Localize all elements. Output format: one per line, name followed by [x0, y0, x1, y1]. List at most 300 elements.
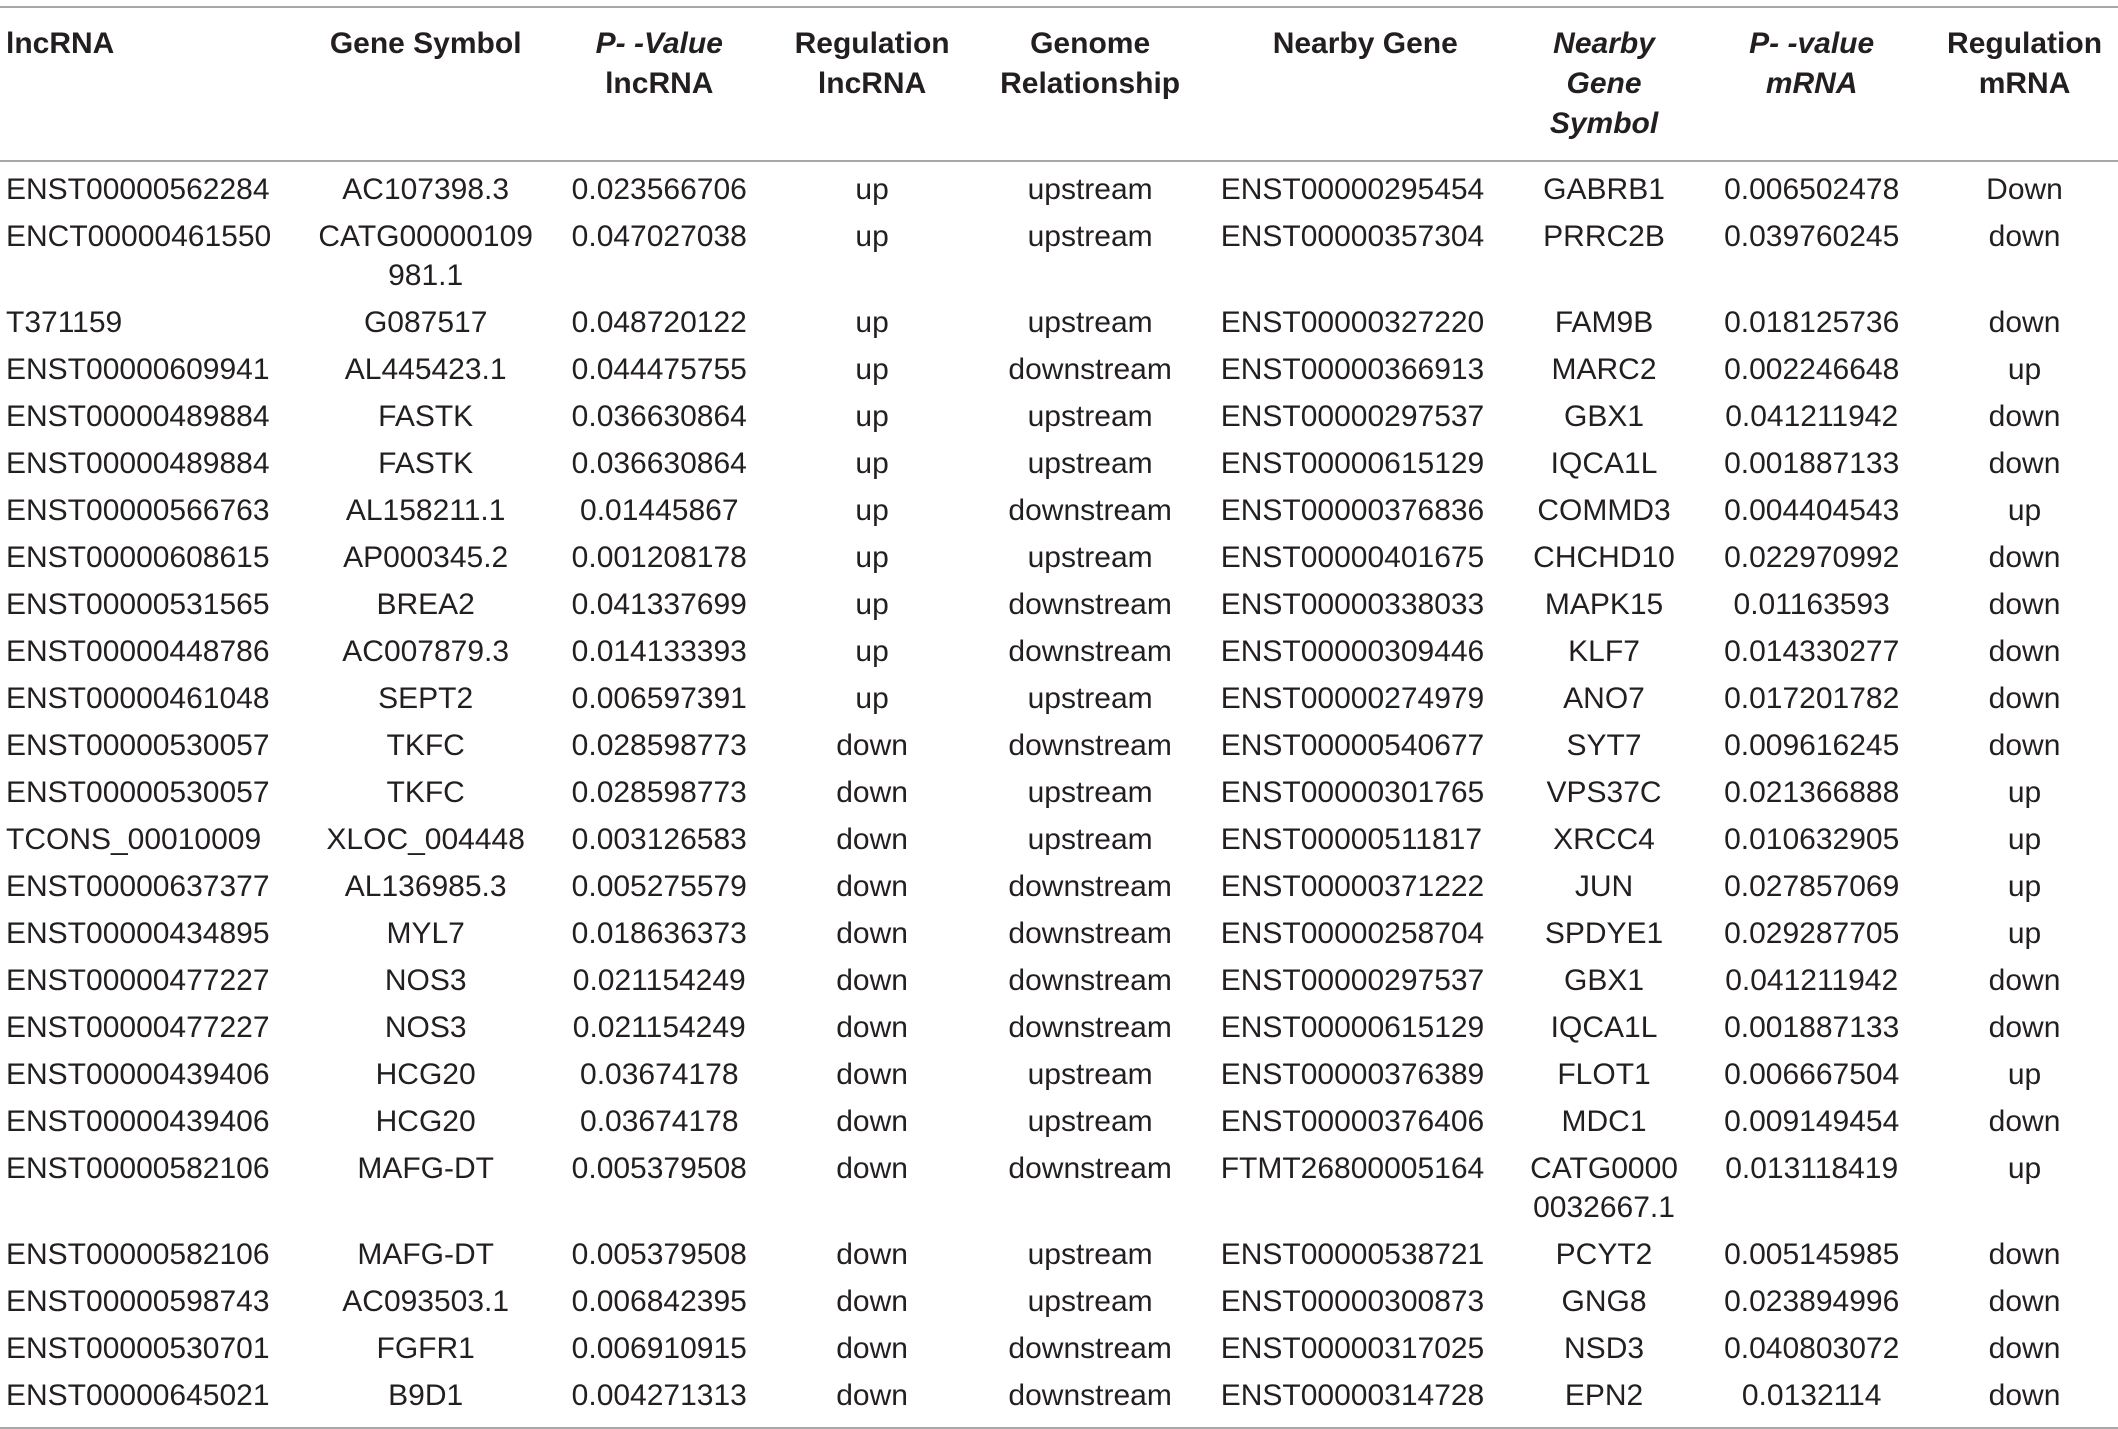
cell-pvalue-lncrna: 0.021154249 [572, 964, 746, 997]
cell-genome-relationship: upstream [1027, 173, 1153, 206]
cell-nearby-gene-symbol [1516, 1321, 1693, 1368]
cell-pvalue-mrna: 0.013118419 [1725, 1152, 1899, 1185]
cell-lncrna: ENST00000477227 [6, 1011, 270, 1044]
cell-nearby-gene-symbol [1516, 342, 1693, 389]
cell-regulation-mrna: down [1988, 400, 2061, 433]
cell-lncrna: ENST00000461048 [6, 682, 270, 715]
cell-nearby-gene: ENST00000376406 [1220, 1105, 1485, 1138]
cell-nearby-gene: ENST00000295454 [1220, 173, 1485, 206]
cell-gene-symbol [311, 483, 539, 530]
header-regulation-mrna-line2: mRNA [1978, 67, 2071, 100]
header-regulation-lncrna-line1: Regulation [794, 27, 950, 60]
cell-regulation-lncrna: up [855, 447, 889, 480]
header-pvalue-mrna-line1: P- -value [1749, 27, 1875, 60]
cell-regulation-mrna: down [1988, 635, 2061, 668]
cell-nearby-gene: ENST00000401675 [1220, 541, 1485, 574]
cell-genome-relationship: upstream [1027, 823, 1153, 856]
cell-nearby-gene-symbol-line: 0032667.1 [1533, 1191, 1675, 1224]
cell-nearby-gene-symbol [1516, 624, 1693, 671]
cell-genome-relationship: downstream [1008, 1379, 1172, 1412]
cell-genome-relationship: downstream [1008, 494, 1172, 527]
table-row [0, 1274, 2118, 1321]
table-row [0, 530, 2118, 577]
cell-regulation-mrna: down [1988, 447, 2061, 480]
cell-nearby-gene-symbol-line: PRRC2B [1543, 220, 1665, 253]
cell-gene-symbol [311, 812, 539, 859]
cell-regulation-lncrna: up [855, 588, 889, 621]
cell-lncrna: ENST00000531565 [6, 588, 270, 621]
cell-pvalue-mrna: 0.0132114 [1741, 1379, 1882, 1412]
cell-gene-symbol-line: AC107398.3 [342, 173, 510, 206]
cell-genome-relationship: downstream [1008, 1152, 1172, 1185]
cell-pvalue-mrna: 0.040803072 [1724, 1332, 1900, 1365]
cell-pvalue-mrna: 0.01163593 [1733, 588, 1890, 621]
table-row [0, 624, 2118, 671]
cell-nearby-gene: ENST00000327220 [1220, 306, 1485, 339]
cell-pvalue-mrna: 0.009149454 [1724, 1105, 1900, 1138]
cell-pvalue-mrna: 0.005145985 [1724, 1238, 1900, 1271]
cell-genome-relationship: upstream [1027, 1058, 1153, 1091]
cell-pvalue-mrna: 0.014330277 [1724, 635, 1900, 668]
cell-regulation-lncrna: down [836, 823, 908, 856]
cell-nearby-gene-symbol-line: EPN2 [1564, 1379, 1644, 1412]
cell-nearby-gene-symbol [1516, 161, 1693, 209]
cell-nearby-gene: ENST00000309446 [1220, 635, 1485, 668]
cell-gene-symbol [311, 765, 539, 812]
cell-lncrna: ENST00000448786 [6, 635, 270, 668]
cell-gene-symbol-line: FASTK [378, 447, 474, 480]
cell-gene-symbol [311, 1274, 539, 1321]
cell-gene-symbol [311, 577, 539, 624]
cell-nearby-gene-symbol-line: MARC2 [1551, 353, 1657, 386]
table-row [0, 1227, 2118, 1274]
cell-pvalue-mrna: 0.039760245 [1724, 220, 1900, 253]
cell-pvalue-mrna: 0.041211942 [1725, 964, 1899, 997]
cell-regulation-lncrna: up [855, 173, 889, 206]
cell-nearby-gene: ENST00000538721 [1220, 1238, 1485, 1271]
cell-pvalue-lncrna: 0.028598773 [571, 776, 747, 809]
cell-nearby-gene: ENST00000511817 [1220, 823, 1483, 856]
cell-gene-symbol [311, 859, 539, 906]
cell-gene-symbol [311, 209, 539, 295]
cell-regulation-lncrna: down [836, 1285, 908, 1318]
cell-nearby-gene: ENST00000366913 [1220, 353, 1485, 386]
cell-nearby-gene-symbol-line: FAM9B [1554, 306, 1654, 339]
cell-nearby-gene-symbol [1516, 1094, 1693, 1141]
cell-regulation-mrna: up [2007, 494, 2042, 527]
cell-nearby-gene: ENST00000297537 [1220, 400, 1485, 433]
cell-regulation-lncrna: down [836, 917, 908, 950]
cell-gene-symbol-line: B9D1 [388, 1379, 464, 1412]
cell-nearby-gene: ENST00000258704 [1220, 917, 1485, 950]
cell-gene-symbol [311, 1000, 539, 1047]
cell-gene-symbol [311, 1321, 539, 1368]
cell-pvalue-lncrna: 0.006910915 [571, 1332, 747, 1365]
cell-nearby-gene-symbol-line: IQCA1L [1550, 447, 1658, 480]
cell-nearby-gene-symbol-line: MDC1 [1561, 1105, 1647, 1138]
cell-nearby-gene-symbol-line: XRCC4 [1553, 823, 1655, 856]
cell-regulation-mrna: down [1988, 220, 2061, 253]
cell-nearby-gene-symbol-line: SYT7 [1566, 729, 1642, 762]
cell-gene-symbol [311, 718, 539, 765]
cell-gene-symbol [311, 953, 539, 1000]
cell-nearby-gene-symbol-line: GABRB1 [1543, 173, 1665, 206]
cell-regulation-mrna: down [1988, 1332, 2061, 1365]
cell-pvalue-lncrna: 0.005379508 [571, 1152, 747, 1185]
cell-regulation-mrna: down [1988, 682, 2061, 715]
cell-regulation-lncrna: down [836, 870, 908, 903]
header-pvalue-mrna-line2: mRNA [1765, 67, 1858, 100]
cell-gene-symbol-line: MYL7 [386, 917, 465, 950]
cell-pvalue-mrna: 0.006667504 [1724, 1058, 1900, 1091]
cell-regulation-lncrna: down [836, 1011, 908, 1044]
cell-pvalue-mrna: 0.001887133 [1724, 447, 1900, 480]
cell-gene-symbol-line: FASTK [378, 400, 474, 433]
cell-genome-relationship: upstream [1027, 682, 1153, 715]
cell-genome-relationship: upstream [1027, 541, 1153, 574]
cell-gene-symbol-line: NOS3 [384, 964, 467, 997]
header-nearby-gene-symbol-line2: Symbol [1549, 107, 1659, 140]
cell-gene-symbol [311, 530, 539, 577]
cell-gene-symbol [311, 342, 539, 389]
cell-pvalue-mrna: 0.001887133 [1724, 1011, 1900, 1044]
cell-pvalue-mrna: 0.027857069 [1724, 870, 1900, 903]
cell-nearby-gene: ENST00000338033 [1220, 588, 1485, 621]
cell-pvalue-lncrna: 0.006597391 [571, 682, 747, 715]
table-row [0, 483, 2118, 530]
cell-pvalue-lncrna: 0.005379508 [571, 1238, 747, 1271]
cell-nearby-gene-symbol [1516, 1368, 1693, 1428]
cell-gene-symbol [311, 1227, 539, 1274]
header-nearby-gene [1215, 7, 1516, 161]
cell-gene-symbol-line: XLOC_004448 [326, 823, 525, 856]
cell-gene-symbol-line: AL136985.3 [344, 870, 507, 903]
header-regulation-mrna [1931, 7, 2118, 161]
cell-nearby-gene-symbol [1516, 1000, 1693, 1047]
table-row [0, 1094, 2118, 1141]
cell-nearby-gene-symbol-line: COMMD3 [1537, 494, 1671, 527]
cell-gene-symbol-line: HCG20 [375, 1058, 476, 1091]
cell-pvalue-lncrna: 0.014133393 [571, 635, 747, 668]
cell-regulation-mrna: up [2007, 917, 2042, 950]
cell-gene-symbol-line: CATG00000109 [318, 220, 533, 253]
cell-gene-symbol [311, 1368, 539, 1428]
cell-nearby-gene-symbol [1516, 209, 1693, 295]
cell-gene-symbol-line: AL158211.1 [345, 494, 506, 527]
table-row [0, 1321, 2118, 1368]
cell-nearby-gene-symbol [1516, 1274, 1693, 1321]
cell-pvalue-lncrna: 0.036630864 [571, 400, 747, 433]
header-lncrna-label: lncRNA [6, 27, 115, 60]
table-row [0, 859, 2118, 906]
cell-genome-relationship: downstream [1008, 1011, 1172, 1044]
cell-nearby-gene: ENST00000300873 [1220, 1285, 1485, 1318]
header-genome-relationship-line1: Genome [1030, 27, 1151, 60]
cell-gene-symbol-line: AP000345.2 [343, 541, 509, 574]
cell-genome-relationship: upstream [1027, 220, 1153, 253]
cell-pvalue-lncrna: 0.006842395 [571, 1285, 747, 1318]
table-row [0, 765, 2118, 812]
cell-pvalue-mrna: 0.010632905 [1724, 823, 1900, 856]
cell-pvalue-mrna: 0.041211942 [1725, 400, 1899, 433]
cell-lncrna: ENST00000439406 [6, 1058, 270, 1091]
cell-gene-symbol [311, 624, 539, 671]
cell-nearby-gene: ENST00000317025 [1220, 1332, 1485, 1365]
cell-lncrna: ENST00000489884 [6, 447, 270, 480]
cell-lncrna: ENST00000566763 [6, 494, 270, 527]
cell-regulation-mrna: up [2007, 870, 2042, 903]
table-row [0, 1141, 2118, 1227]
cell-regulation-mrna: down [1988, 1105, 2061, 1138]
cell-gene-symbol [311, 906, 539, 953]
cell-pvalue-lncrna: 0.03674178 [580, 1058, 739, 1091]
cell-pvalue-lncrna: 0.021154249 [572, 1011, 746, 1044]
cell-genome-relationship: downstream [1008, 870, 1172, 903]
table-row [0, 342, 2118, 389]
cell-regulation-lncrna: up [855, 353, 889, 386]
cell-lncrna: ENST00000530057 [6, 729, 270, 762]
header-nearby-gene-symbol-line1: Nearby Gene [1553, 27, 1655, 100]
cell-gene-symbol [311, 671, 539, 718]
cell-gene-symbol [311, 1047, 539, 1094]
cell-genome-relationship: upstream [1027, 1105, 1153, 1138]
cell-nearby-gene-symbol-line: NSD3 [1564, 1332, 1645, 1365]
cell-regulation-mrna: down [1988, 306, 2061, 339]
cell-nearby-gene: ENST00000615129 [1220, 1011, 1485, 1044]
cell-gene-symbol-line: G087517 [363, 306, 488, 339]
cell-nearby-gene: ENST00000301765 [1220, 776, 1485, 809]
cell-lncrna: T371159 [6, 306, 123, 339]
cell-genome-relationship: upstream [1027, 776, 1153, 809]
cell-lncrna: ENST00000439406 [6, 1105, 270, 1138]
cell-regulation-mrna: down [1988, 1011, 2061, 1044]
cell-gene-symbol-line: FGFR1 [376, 1332, 475, 1365]
cell-nearby-gene: ENST00000297537 [1220, 964, 1485, 997]
table-row [0, 671, 2118, 718]
cell-gene-symbol [311, 389, 539, 436]
header-nearby-gene-label: Nearby Gene [1272, 27, 1458, 60]
header-gene-symbol-label: Gene Symbol [329, 27, 522, 60]
cell-gene-symbol-line: HCG20 [375, 1105, 476, 1138]
cell-lncrna: ENST00000645021 [6, 1379, 270, 1412]
cell-nearby-gene-symbol-line: GNG8 [1561, 1285, 1647, 1318]
table-row [0, 1000, 2118, 1047]
cell-genome-relationship: downstream [1008, 353, 1172, 386]
cell-gene-symbol-line: TKFC [386, 729, 465, 762]
cell-regulation-mrna: down [1988, 1238, 2061, 1271]
cell-pvalue-lncrna: 0.001208178 [571, 541, 747, 574]
header-regulation-mrna-line1: Regulation [1947, 27, 2103, 60]
cell-nearby-gene-symbol [1516, 718, 1693, 765]
header-genome-relationship-line2: Relationship [1000, 67, 1181, 100]
cell-genome-relationship: downstream [1008, 917, 1172, 950]
table-row [0, 1368, 2118, 1428]
cell-lncrna: ENST00000477227 [6, 964, 270, 997]
cell-pvalue-mrna: 0.022970992 [1724, 541, 1900, 574]
cell-lncrna: ENST00000598743 [6, 1285, 270, 1318]
header-regulation-lncrna [779, 7, 966, 161]
cell-regulation-lncrna: up [855, 400, 889, 433]
cell-genome-relationship: upstream [1027, 400, 1153, 433]
header-genome-relationship [966, 7, 1215, 161]
cell-pvalue-mrna: 0.018125736 [1724, 306, 1900, 339]
cell-lncrna: TCONS_00010009 [6, 823, 262, 856]
table-row [0, 577, 2118, 624]
table-row [0, 436, 2118, 483]
cell-pvalue-mrna: 0.021366888 [1724, 776, 1900, 809]
cell-gene-symbol [311, 436, 539, 483]
table-row [0, 953, 2118, 1000]
cell-gene-symbol-line: MAFG-DT [357, 1152, 494, 1185]
cell-pvalue-mrna: 0.004404543 [1724, 494, 1900, 527]
cell-pvalue-mrna: 0.023894996 [1724, 1285, 1900, 1318]
header-nearby-gene-symbol [1516, 7, 1693, 161]
cell-regulation-lncrna: down [836, 1332, 908, 1365]
cell-regulation-lncrna: up [855, 220, 889, 253]
cell-nearby-gene: ENST00000615129 [1220, 447, 1485, 480]
cell-nearby-gene-symbol-line: IQCA1L [1550, 1011, 1658, 1044]
cell-regulation-lncrna: down [836, 729, 908, 762]
cell-lncrna: ENST00000530057 [6, 776, 270, 809]
cell-nearby-gene-symbol [1516, 671, 1693, 718]
cell-regulation-lncrna: down [836, 1379, 908, 1412]
header-pvalue-mrna [1692, 7, 1931, 161]
cell-gene-symbol-line: 981.1 [388, 259, 464, 292]
header-gene-symbol [311, 7, 539, 161]
cell-regulation-mrna: down [1988, 1379, 2061, 1412]
cell-genome-relationship: upstream [1027, 1285, 1153, 1318]
cell-lncrna: ENST00000608615 [6, 541, 270, 574]
cell-nearby-gene-symbol [1516, 1227, 1693, 1274]
header-pvalue-lncrna [540, 7, 779, 161]
lncrna-mrna-table [0, 6, 2118, 1429]
cell-nearby-gene-symbol [1516, 859, 1693, 906]
cell-gene-symbol-line: BREA2 [376, 588, 475, 621]
cell-lncrna: ENCT00000461550 [6, 220, 272, 253]
cell-pvalue-lncrna: 0.023566706 [571, 173, 747, 206]
cell-lncrna: ENST00000489884 [6, 400, 270, 433]
cell-nearby-gene-symbol [1516, 812, 1693, 859]
cell-lncrna: ENST00000530701 [6, 1332, 270, 1365]
cell-nearby-gene-symbol [1516, 436, 1693, 483]
cell-pvalue-lncrna: 0.028598773 [571, 729, 747, 762]
table-row [0, 1047, 2118, 1094]
cell-lncrna: ENST00000637377 [6, 870, 270, 903]
cell-pvalue-lncrna: 0.03674178 [580, 1105, 739, 1138]
cell-gene-symbol-line: SEPT2 [378, 682, 474, 715]
cell-nearby-gene: ENST00000540677 [1220, 729, 1485, 762]
cell-lncrna: ENST00000582106 [6, 1238, 270, 1271]
cell-nearby-gene-symbol-line: ANO7 [1563, 682, 1645, 715]
table-row [0, 161, 2118, 209]
cell-gene-symbol-line: MAFG-DT [357, 1238, 494, 1271]
cell-genome-relationship: downstream [1008, 964, 1172, 997]
cell-nearby-gene-symbol-line: CHCHD10 [1533, 541, 1675, 574]
cell-nearby-gene-symbol [1516, 953, 1693, 1000]
cell-gene-symbol-line: AC093503.1 [342, 1285, 510, 1318]
cell-regulation-mrna: up [2007, 353, 2042, 386]
cell-pvalue-mrna: 0.009616245 [1724, 729, 1900, 762]
cell-nearby-gene: ENST00000376836 [1220, 494, 1485, 527]
cell-genome-relationship: upstream [1027, 1238, 1153, 1271]
cell-nearby-gene-symbol [1516, 906, 1693, 953]
cell-regulation-lncrna: down [836, 964, 908, 997]
cell-nearby-gene: ENST00000371222 [1220, 870, 1485, 903]
cell-lncrna: ENST00000582106 [6, 1152, 270, 1185]
cell-nearby-gene-symbol-line: SPDYE1 [1544, 917, 1664, 950]
cell-regulation-mrna: down [1988, 541, 2061, 574]
cell-nearby-gene-symbol-line: GBX1 [1564, 400, 1645, 433]
cell-pvalue-lncrna: 0.003126583 [571, 823, 747, 856]
header-pvalue-lncrna-line2: lncRNA [605, 67, 714, 100]
table-row [0, 718, 2118, 765]
cell-pvalue-mrna: 0.002246648 [1724, 353, 1900, 386]
cell-nearby-gene-symbol-line: GBX1 [1564, 964, 1645, 997]
cell-regulation-lncrna: down [836, 1152, 908, 1185]
cell-regulation-lncrna: down [836, 776, 908, 809]
cell-genome-relationship: downstream [1008, 588, 1172, 621]
cell-nearby-gene-symbol-line: JUN [1574, 870, 1634, 903]
cell-lncrna: ENST00000434895 [6, 917, 270, 950]
cell-nearby-gene-symbol [1516, 1141, 1693, 1227]
cell-regulation-lncrna: up [855, 682, 889, 715]
cell-nearby-gene-symbol [1516, 483, 1693, 530]
cell-nearby-gene-symbol-line: MAPK15 [1544, 588, 1664, 621]
cell-nearby-gene: ENST00000376389 [1220, 1058, 1485, 1091]
cell-gene-symbol-line: TKFC [386, 776, 465, 809]
cell-regulation-lncrna: up [855, 541, 889, 574]
cell-nearby-gene-symbol-line: KLF7 [1568, 635, 1640, 668]
cell-nearby-gene-symbol-line: PCYT2 [1555, 1238, 1653, 1271]
cell-nearby-gene-symbol [1516, 389, 1693, 436]
header-regulation-lncrna-line2: lncRNA [817, 67, 927, 100]
cell-gene-symbol-line: NOS3 [384, 1011, 467, 1044]
cell-pvalue-lncrna: 0.004271313 [571, 1379, 747, 1412]
cell-nearby-gene-symbol [1516, 765, 1693, 812]
header-lncrna [0, 7, 311, 161]
cell-regulation-mrna: down [1988, 964, 2061, 997]
cell-regulation-mrna: Down [1986, 173, 2063, 206]
cell-nearby-gene-symbol-line: CATG0000 [1530, 1152, 1678, 1185]
cell-nearby-gene: ENST00000357304 [1220, 220, 1485, 253]
cell-regulation-mrna: up [2007, 1152, 2042, 1185]
cell-nearby-gene-symbol [1516, 530, 1693, 577]
cell-regulation-lncrna: down [836, 1105, 908, 1138]
cell-pvalue-lncrna: 0.041337699 [571, 588, 747, 621]
cell-regulation-lncrna: up [855, 635, 889, 668]
cell-genome-relationship: downstream [1008, 729, 1172, 762]
cell-pvalue-lncrna: 0.044475755 [571, 353, 747, 386]
cell-pvalue-lncrna: 0.047027038 [571, 220, 747, 253]
table-row [0, 389, 2118, 436]
cell-gene-symbol-line: AL445423.1 [344, 353, 507, 386]
cell-pvalue-mrna: 0.017201782 [1724, 682, 1900, 715]
cell-nearby-gene-symbol [1516, 1047, 1693, 1094]
cell-pvalue-lncrna: 0.048720122 [571, 306, 747, 339]
cell-gene-symbol [311, 1094, 539, 1141]
cell-lncrna: ENST00000562284 [6, 173, 270, 206]
header-pvalue-lncrna-line1: P- -Value [595, 27, 723, 60]
table-body [0, 161, 2118, 1428]
cell-nearby-gene-symbol [1516, 295, 1693, 342]
cell-lncrna: ENST00000609941 [6, 353, 270, 386]
cell-regulation-lncrna: down [836, 1238, 908, 1271]
cell-nearby-gene-symbol-line: VPS37C [1546, 776, 1662, 809]
cell-gene-symbol [311, 295, 539, 342]
cell-pvalue-lncrna: 0.018636373 [571, 917, 747, 950]
cell-gene-symbol [311, 1141, 539, 1227]
table-row [0, 812, 2118, 859]
